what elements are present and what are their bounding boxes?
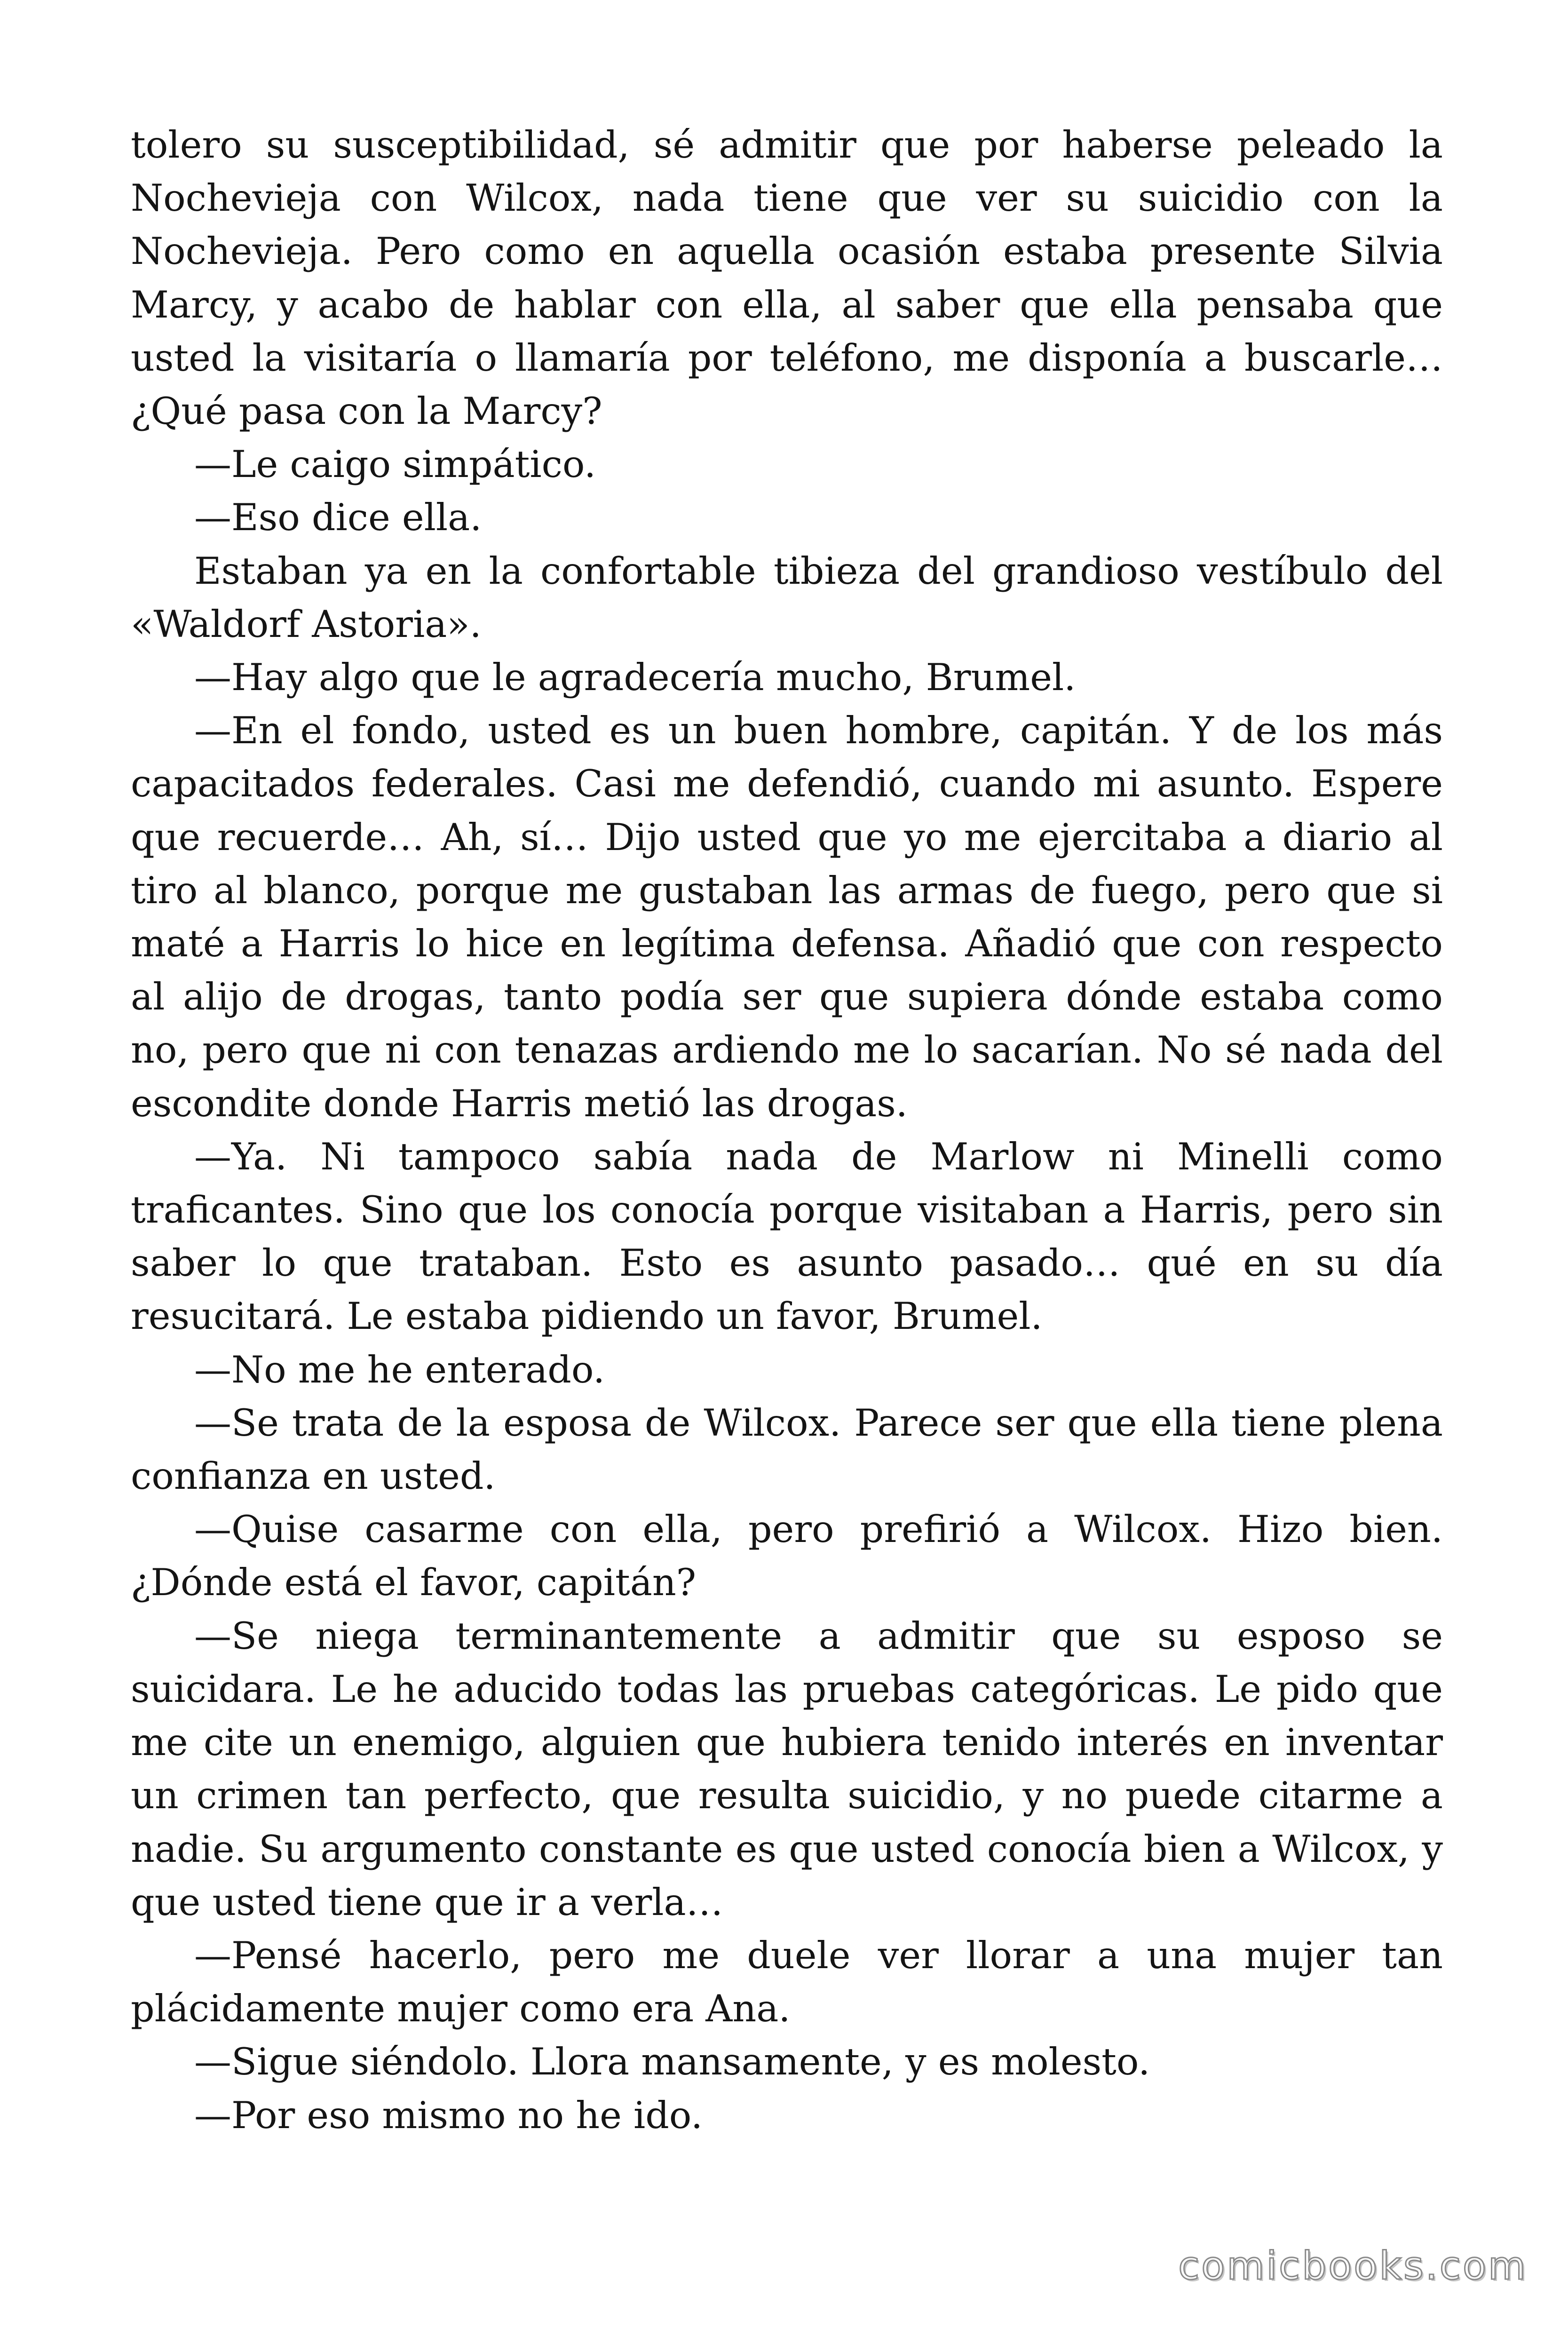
paragraph: —No me he enterado. — [194, 1348, 605, 1391]
paragraph: —Hay algo que le agradecería mucho, Brumel. — [194, 656, 1076, 699]
paragraph: —Sigue siéndolo. Llora mansamente, y es molesto. — [194, 2040, 1150, 2084]
paragraph: —Pensé hacerlo, pero me duele ver llorar a una mujer tan plácidamente mujer como era Ana. — [131, 1933, 1443, 2031]
paragraph: —Por eso mismo no he ido. — [194, 2093, 703, 2137]
paragraph: —Quise casarme con ella, pero prefirió a Wilcox. Hizo bien. ¿Dónde está el favor, capitán? — [131, 1508, 1443, 1605]
paragraph: —Le caigo simpático. — [194, 443, 596, 486]
watermark: comicbooks.com — [1178, 2244, 1528, 2288]
paragraph: —Se trata de la esposa de Wilcox. Parece ser que ella tiene plena confianza en usted. — [131, 1401, 1443, 1498]
paragraph: —En el fondo, usted es un buen hombre, capitán. Y de los más capacitados federales. Casi me defendió, cuando mi asunto. Espere que recuerde… Ah, sí… Dijo usted que yo me ejercitaba a diario al tiro al blanco, porque me gustaban las armas de fuego, pero que si maté a Harris lo hice en legítima defensa. Añadió que con respecto al alijo de drogas, tanto podía ser que supiera dónde estaba como no, pero que ni con tenazas ardiendo me lo sacarían. No sé nada del escondite donde Harris metió las drogas. — [131, 709, 1443, 1125]
paragraph: —Ya. Ni tampoco sabía nada de Marlow ni Minelli como traficantes. Sino que los conocía porque visitaban a Harris, pero sin saber lo que trataban. Esto es asunto pasado… qué en su día resucitará. Le estaba pidiendo un favor, Brumel. — [131, 1135, 1443, 1338]
paragraph: Estaban ya en la confortable tibieza del grandioso vestíbulo del «Waldorf Astoria». — [131, 549, 1443, 646]
paragraph: tolero su susceptibilidad, sé admitir que por haberse peleado la Nochevieja con Wilcox, nada tiene que ver su suicidio con la Nochevieja. Pero como en aquella ocasión estaba presente Silvia Marcy, y acabo de hablar con ella, al saber que ella pensaba que usted la visitaría o llamaría por teléfono, me disponía a buscarle… ¿Qué pasa con la Marcy? — [131, 123, 1443, 433]
paragraph: —Eso dice ella. — [194, 496, 482, 540]
page-body-text — [131, 119, 1443, 2142]
paragraph: —Se niega terminantemente a admitir que su esposo se suicidara. Le he aducido todas las pruebas categóricas. Le pido que me cite un enemigo, alguien que hubiera tenido interés en inventar un crimen tan perfecto, que resulta suicidio, y no puede citarme a nadie. Su argumento constante es que usted conocía bien a Wilcox, y que usted tiene que ir a verla… — [131, 1614, 1443, 1924]
